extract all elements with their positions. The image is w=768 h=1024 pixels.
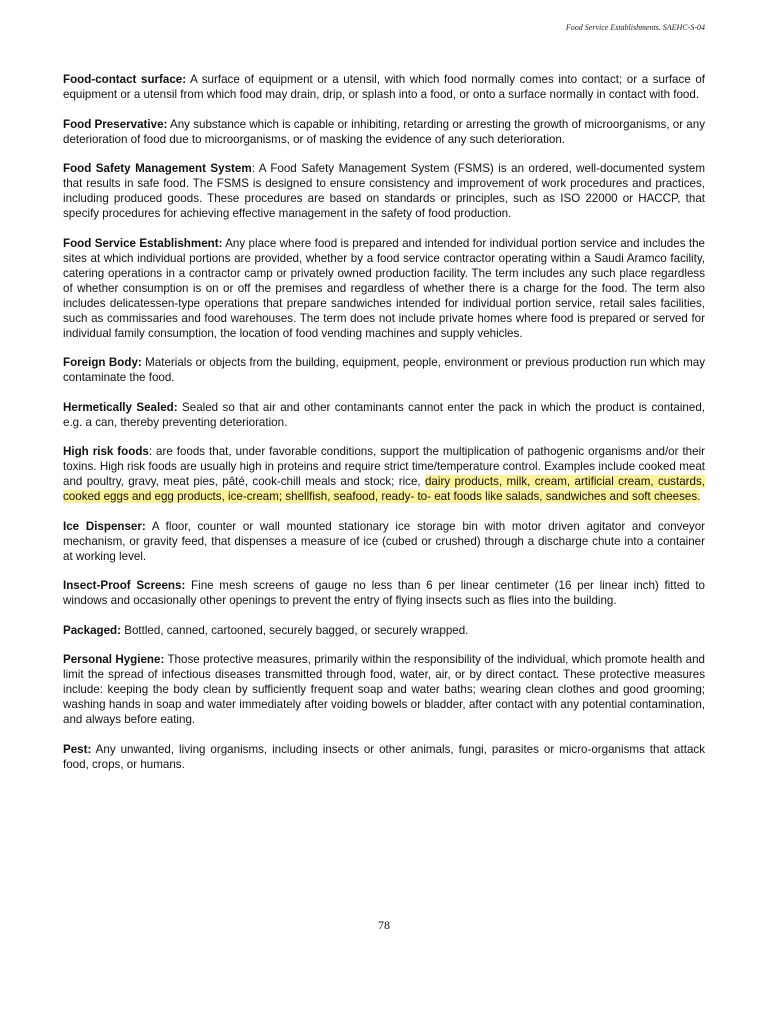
definition-term: Ice Dispenser:	[63, 519, 146, 533]
definition-text: Sealed so that air and other contaminants cannot enter the pack in which the product is contained, e.g. a can, thereby preventing deterioration.	[63, 400, 705, 429]
definitions-list	[63, 72, 705, 786]
definition-term: Food Service Establishment:	[63, 236, 223, 250]
definition-paragraph	[63, 355, 705, 385]
definition-term: Insect-Proof Screens:	[63, 579, 186, 592]
definition-paragraph	[63, 652, 705, 727]
definition-paragraph	[63, 578, 705, 608]
page-number: 78	[378, 918, 390, 932]
definition-term: Foreign Body:	[63, 356, 142, 369]
definition-paragraph	[63, 161, 705, 221]
definition-paragraph	[63, 72, 705, 102]
definition-term: Pest:	[63, 742, 92, 756]
definition-term: Food Safety Management System	[63, 162, 252, 175]
definition-term: High risk foods	[63, 445, 149, 458]
definition-text: : are foods that, under favorable conditions, support the multiplication of pathogenic organisms and/or their toxins. High risk foods are usually high in proteins and require strict time/temperature control. Examples include cooked meat and poultry, gravy, meat pies, pâté, cook-chill meals and stock; rice,	[63, 445, 706, 488]
definition-text: A floor, counter or wall mounted stationary ice storage bin with motor driven agitator and conveyor mechanism, or gravity feed, that dispenses a measure of ice (cubed or crushed) through a discharge chute into a container at working level.	[63, 519, 706, 563]
running-header: Food Service Establishments. SAEHC-S-04	[565, 23, 705, 32]
definition-paragraph	[63, 742, 705, 772]
definition-paragraph	[63, 444, 705, 504]
definition-text: Fine mesh screens of gauge no less than 6 per linear centimeter (16 per linear inch) fitted to windows and occasionally other openings to prevent the entry of flying insects such as flies into the building.	[63, 579, 705, 607]
definition-text: Materials or objects from the building, equipment, people, environment or previous production run which may contaminate the food.	[63, 356, 705, 384]
definition-text: : A Food Safety Management System (FSMS) is an ordered, well-documented system that results in safe food. The FSMS is designed to ensure consistency and improvement of work procedures and practices, including produced goods. These procedures are based on standards or principles, such as ISO 22000 or HACCP, that specify procedures for achieving effective management in the safety of food production.	[63, 162, 705, 220]
definition-text: A surface of equipment or a utensil, with which food normally comes into contact; or a surface of equipment or a utensil from which food may drain, drip, or splash into a food, or onto a surface normally in contact with food.	[63, 73, 706, 101]
definition-text: Those protective measures, primarily within the responsibility of the individual, which promote health and limit the spread of infectious diseases transmitted through food, water, air, or by direct contact. These protective measures include: keeping the body clean by sufficiently frequent soap and water baths; wearing clean clothes and good grooming; washing hands in soap and water immediately after voiding bowels or bladder, after contact with any potential contamination, and always before eating.	[63, 653, 705, 726]
highlighted-text: dairy products, milk, cream, artificial cream, custards, cooked eggs and egg products, ice-cream; shellfish, seafood, ready- to- eat foods like salads, sandwiches and soft cheeses.	[63, 475, 705, 503]
definition-text: Bottled, canned, cartooned, securely bagged, or securely wrapped.	[121, 623, 469, 637]
definition-text: Any place where food is prepared and intended for individual portion service and includes the sites at which individual portions are provided, whether by a food service contractor operating within a Saudi Aramco facility, catering operations in a contractor camp or privately owned production facility. The term includes any such place regardless of whether consumption is on or off the premises and regardless of whether there is a charge for the food. The term also includes delicatessen-type operations that prepare sandwiches intended for individual portion service, retail sales facilities, such as commissaries and food warehouses. The term does not include private homes where food is prepared or served for individual family consumption, the location of food vending machines and supply vehicles.	[63, 236, 705, 340]
definition-text: Any substance which is capable or inhibiting, retarding or arresting the growth of microorganisms, or any deterioration of food due to microorganisms, or of masking the evidence of any such deterioration.	[63, 117, 705, 146]
definition-term: Food-contact surface:	[63, 73, 187, 86]
definition-paragraph	[63, 623, 705, 638]
definition-term: Packaged:	[63, 623, 121, 637]
definition-paragraph	[63, 117, 705, 147]
definition-paragraph	[63, 519, 705, 564]
definition-term: Food Preservative:	[63, 117, 168, 131]
definition-paragraph	[63, 400, 705, 430]
definition-term: Personal Hygiene:	[63, 653, 165, 666]
definition-text: Any unwanted, living organisms, including insects or other animals, fungi, parasites or micro-organisms that attack food, crops, or humans.	[63, 742, 705, 771]
definition-paragraph	[63, 236, 705, 341]
definition-term: Hermetically Sealed:	[63, 400, 178, 414]
